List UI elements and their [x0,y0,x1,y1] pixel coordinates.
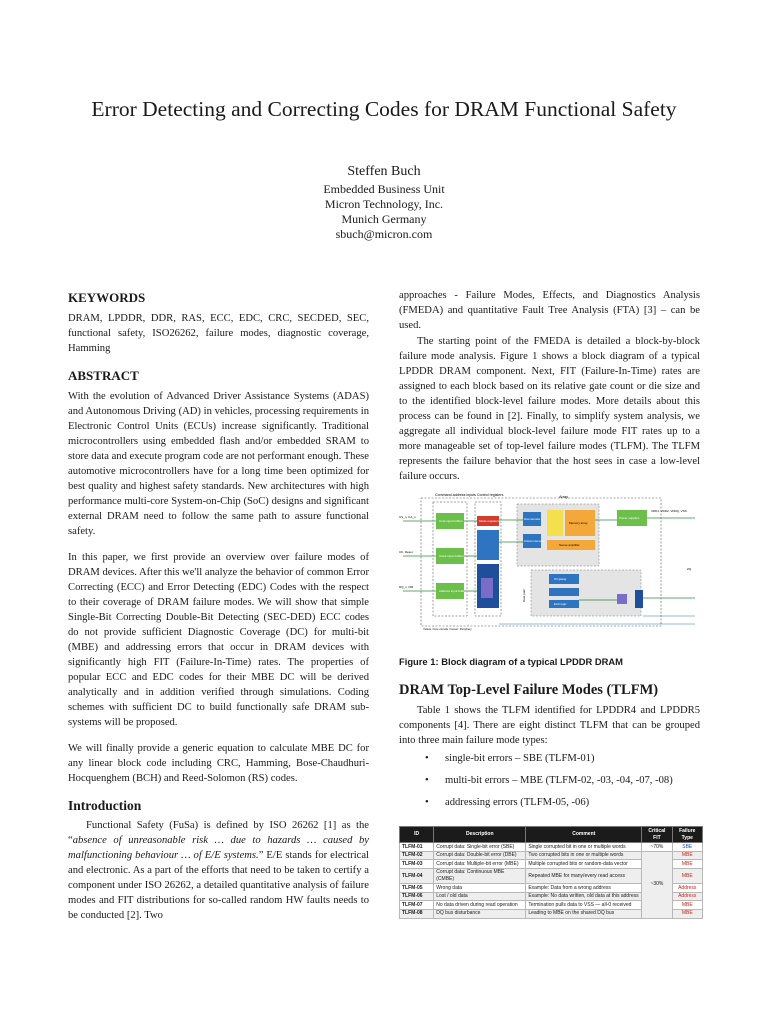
list-item: • single-bit errors – SBE (TLFM-01) [425,753,595,764]
output-driver-block [617,594,627,604]
table-header: Comment [526,827,642,843]
legend-label: Yellow: Core circuits / Green: Periphery [423,627,472,631]
zq-label: ZQ [687,567,692,571]
list-item: • multi-bit errors – MBE (TLFM-02, -03, -04, -07, -08) [425,775,673,786]
clock-buffer-label: Clock input buffers [439,554,464,558]
affiliation-line: Micron Technology, Inc. [324,197,444,211]
author-name: Steffen Buch [347,164,421,179]
table-row: TLFM-02 Corrupt data: Double-bit error (DBE) Two corrupted bits in one or multiple words ~30% MBE [400,851,703,860]
mode-register-label: Mode registers [479,519,499,523]
tlfm-section [399,683,700,817]
row-decoder-label: Row decoder [524,517,541,521]
body-paragraph: The starting point of the FMEDA is detailed a block-by-block failure mode analysis. Figure 1 shows a block diagram of a typical LPDDR DRAM component. Next, FIT (Failure-In-Time) rates are assigned to each block based on its relative gate count or die size and to the identified block-level failure modes. More details about this process can be found in [2]. Finally, to simplify system analysis, we aggregate all individual block-level failure mode FIT rates up to a more manageable set of top-level failure modes (TLFM). The TLFM represents the failure behavior that the host sees in case a low-level failure occurs. [399,336,700,482]
address-buffer-label: Address input buffers [439,589,468,593]
table-row: TLFM-05 Wrong data Example: Data from a wrong address Address [400,884,703,893]
table-row: TLFM-04 Corrupt data: Continuous MBE (CMBE) Repeated MBE for many/every read access MBE [400,868,703,883]
dq-input-label: DQ_n, DM [399,585,414,589]
data-path-label: Data path [522,588,526,602]
table-row: TLFM-01 Corrupt data: Single-bit error (SBE) Single corrupted bit in one or multiple words ~70% SBE [400,843,703,852]
array-label: Array [559,495,569,499]
table-row: TLFM-06 Lost / old data Example: No data written, old data at this address Address [400,892,703,901]
list-item: • addressing errors (TLFM-05, -06) [425,797,590,808]
tlfm-heading: DRAM Top-Level Failure Modes (TLFM) [399,682,659,698]
keywords-text: DRAM, LPDDR, DDR, RAS, ECC, EDC, CRC, SECDED, SEC, functional safety, ISO26262, failure modes, diagnostic coverage, Hamming [68,313,369,354]
table-header: Description [434,827,526,843]
ca-input-label: CS_n, CA_n [399,515,416,519]
cmd-label: Command address inputs [435,493,476,497]
ecc-logic-label: ECC logic [554,602,567,606]
control-logic-block [477,530,499,560]
block-diagram-figure [399,490,699,638]
table-header: ID [400,827,434,843]
author-email: sbuch@micron.com [335,227,433,241]
paper-title: Error Detecting and Correcting Codes for DRAM Functional Safety [91,97,677,121]
figure-caption: Figure 1: Block diagram of a typical LPDDR DRAM [399,656,623,667]
abstract-paragraph: With the evolution of Advanced Driver Assistance Systems (ADAS) and Autonomous Driving (AD) in vehicles, processing requirements in Electronic Control Units (ECUs) increase significantly. Traditional microcontrollers using embedded flash and/or embedded SRAM to store data and execute program code are not performant enough. These automotive microcontrollers have for a long time been optimized for best quality and highest safety standards. New architectures with high performance multi-core System-on-Chip (SoC) designs and significant external DRAM need to follow the same path to assure functional safety. [68,391,369,537]
power-supply-label: Power supplies [619,516,640,520]
tlfm-table [399,826,703,919]
data-path-block [549,588,579,596]
author-block [184,162,584,242]
failure-type-list [399,751,700,810]
body-paragraph: approaches - Failure Modes, Effects, and Diagnostics Analysis (FMEDA) and quantitative Fault Tree Analysis (FTA) [3] – can be used. [399,290,700,331]
small-control-block [481,578,493,598]
tlfm-paragraph: Table 1 shows the TLFM identified for LPDDR4 and LPDDR5 components [4]. There are eight distinct TLFM that can be grouped into three main failure mode types: [399,705,700,746]
io-gating-label: I/O gating [554,577,567,581]
left-column [68,290,369,923]
column-decoder-label: Column decoder [524,539,545,543]
table-header: Failure Type [672,827,702,843]
abstract-paragraph: We will finally provide a generic equation to calculate MBE DC for any linear block code including CRC, Hamming, Bose-Chaudhuri-Hocquenghem (BCH) and Reed-Solomon (RS) codes. [68,743,369,784]
intro-heading: Introduction [68,798,142,813]
right-column [399,288,700,484]
table-header: Critical FIT [642,827,672,843]
keywords-heading: KEYWORDS [68,290,146,305]
table-row: TLFM-08 DQ bus disturbance Leading to MBE on the shared DQ bus MBE [400,909,703,918]
ctrl-label: Control registers [477,493,504,497]
intro-paragraph: Functional Safety (FuSa) is defined by ISO 26262 [1] as the “absence of unreasonable risk … due to hazards … caused by malfunctioning behaviour … of E/E systems.” E/E stands for electrical and electronic. As a part of the efforts that need to be taken to certify a component under ISO 26262, a detailed quantitative analysis of failure modes and FIT distributions for so-called random HW faults needs to be conducted [2]. Two [68,820,369,921]
critical-fit-cell: ~70% [642,843,672,852]
table-row: TLFM-07 No data driven during read operation Termination pulls data to VSS — all-0 received MBE [400,901,703,910]
table-row: TLFM-03 Corrupt data: Multiple-bit error (MBE) Multiple corrupted bits or random-data vector MBE [400,860,703,869]
abstract-paragraph: In this paper, we first provide an overview over failure modes of DRAM devices. After this we'll analyze the behavior of common Error Correcting (ECC) and Error Detecting (EDC) Codes with the respect to their coverage of DRAM failure modes. We will show that simple Single-Bit Correcting Double-Bit Detecting (SEC-DED) ECC codes do not provide sufficient Diagnostic Coverage (DC) for multi-bit (MBE) and addressing errors that occur in DRAM devices with significantly high FIT (Failure-In-Time) rates. The properties of popular ECC and EDC codes for their MBE DC will be derived analytically and in addition verified through simulations. Coding schemes with sufficient DC to build functionally safe DRAM sub-systems will be proposed. [68,552,369,728]
sense-amp-label: Sense amplifier [559,543,580,547]
vdd-label: VDD1, VDD2, VDDQ, VSS [651,509,687,513]
ck-input-label: CK, Reset [399,550,413,554]
affiliation-line: Munich Germany [341,212,427,226]
array-bank-block [547,510,563,536]
memory-array-label: Memory array [569,521,588,525]
cmd-buffer-label: Cmd input buffers [439,519,463,523]
io-mux-block [635,590,643,608]
critical-fit-cell: ~30% [642,851,672,918]
affiliation-line: Embedded Business Unit [323,182,445,196]
abstract-heading: ABSTRACT [68,368,139,383]
